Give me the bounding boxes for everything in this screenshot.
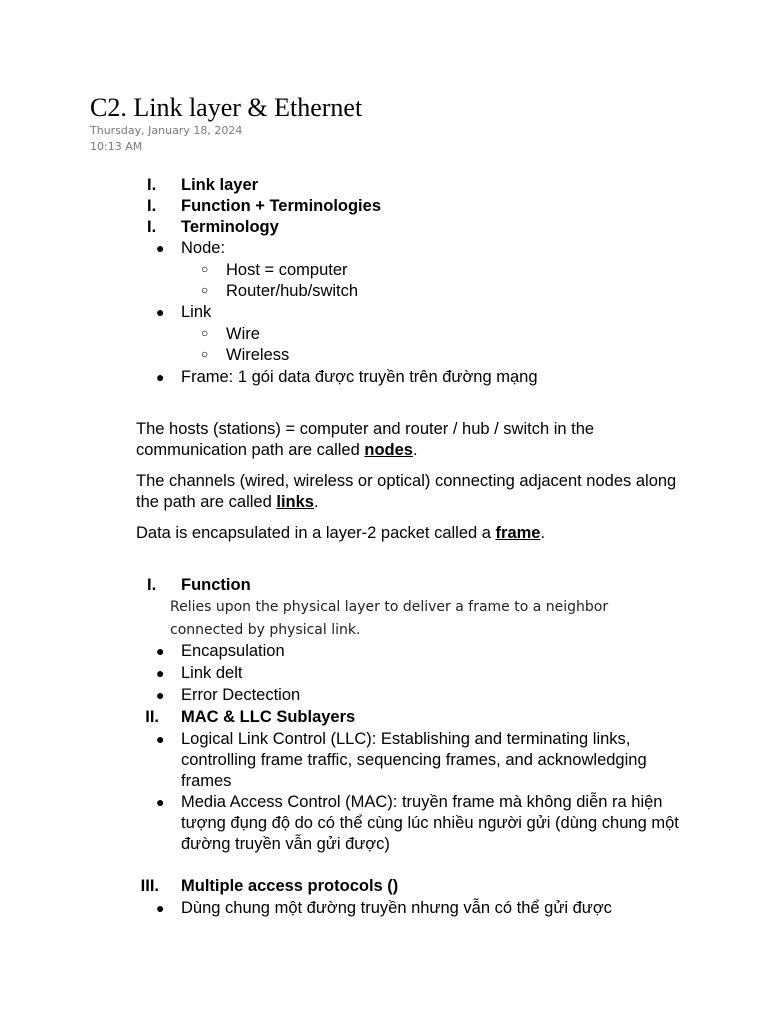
bullet-icon: ● <box>156 240 165 256</box>
paragraph-text: The channels (wired, wireless or optical) connecting adjacent nodes along the path are called <box>136 472 677 511</box>
bullet-icon: ● <box>156 731 165 747</box>
paragraph-text: The hosts (stations) = computer and router / hub / switch in the communication path are called <box>136 420 595 459</box>
term-nodes: nodes <box>364 441 413 459</box>
bullet-icon: ● <box>156 900 165 916</box>
bullet-icon: ● <box>156 687 165 703</box>
section-heading-multiple-access: Multiple access protocols () <box>181 877 399 895</box>
page-date: Thursday, January 18, 2024 <box>90 124 243 137</box>
section-heading-mac: MAC & LLC Sublayers <box>181 708 356 726</box>
sub-list-item: Wire <box>226 325 260 343</box>
outline-heading: Function + Terminologies <box>181 197 381 215</box>
list-item: Logical Link Control (LLC): Establishing and terminating links, controlling frame traffic, sequencing frames, and acknowledging frames <box>181 730 647 790</box>
list-item: Link <box>181 303 212 321</box>
list-item: Dùng chung một đường truyền nhưng vẫn có thể gửi được <box>181 899 612 917</box>
outline-heading: Link layer <box>181 176 259 194</box>
paragraph-links <box>136 471 696 513</box>
page-time: 10:13 AM <box>90 140 143 153</box>
sub-list-item: Host = computer <box>226 261 348 279</box>
paragraph-nodes <box>136 419 696 461</box>
sub-bullet-icon: ○ <box>201 347 209 361</box>
outline-num: I. <box>147 197 157 215</box>
paragraph-frame <box>136 523 696 544</box>
list-item: Link delt <box>181 664 243 682</box>
term-frame: frame <box>495 524 541 542</box>
sub-bullet-icon: ○ <box>201 283 209 297</box>
outline-num: I. <box>147 218 157 236</box>
bullet-icon: ● <box>156 369 165 385</box>
list-item: Encapsulation <box>181 642 285 660</box>
section-num: II. <box>145 708 159 726</box>
sub-bullet-icon: ○ <box>201 326 209 340</box>
sub-list-item: Router/hub/switch <box>226 282 359 300</box>
section-num: I. <box>147 576 157 594</box>
list-item: Error Dectection <box>181 686 301 704</box>
outline-heading: Terminology <box>181 218 279 236</box>
section-heading-function: Function <box>181 576 251 594</box>
paragraph-period: . <box>540 524 546 542</box>
bullet-icon: ● <box>156 643 165 659</box>
paragraph-text: Data is encapsulated in a layer-2 packet called a <box>136 524 496 542</box>
bullet-icon: ● <box>156 304 165 320</box>
paragraph-period: . <box>313 493 319 511</box>
bullet-icon: ● <box>156 794 165 810</box>
list-item: Media Access Control (MAC): truyền frame mà không diễn ra hiện tượng đụng độ do có thể cùng lúc nhiều người gửi (dùng chung một đường truyền vẫn gửi được) <box>181 793 679 853</box>
bullet-icon: ● <box>156 665 165 681</box>
section-num: III. <box>140 877 159 895</box>
term-links: links <box>276 493 314 511</box>
function-note: Relies upon the physical layer to deliver a frame to a neighbor connected by physical link. <box>170 599 609 638</box>
outline-num: I. <box>147 176 157 194</box>
sub-list-item: Wireless <box>226 346 290 364</box>
page-title: C2. Link layer & Ethernet <box>90 93 363 122</box>
list-item: Frame: 1 gói data được truyền trên đường mạng <box>181 368 538 386</box>
list-item: Node: <box>181 239 226 257</box>
paragraph-period: . <box>412 441 418 459</box>
sub-bullet-icon: ○ <box>201 262 209 276</box>
